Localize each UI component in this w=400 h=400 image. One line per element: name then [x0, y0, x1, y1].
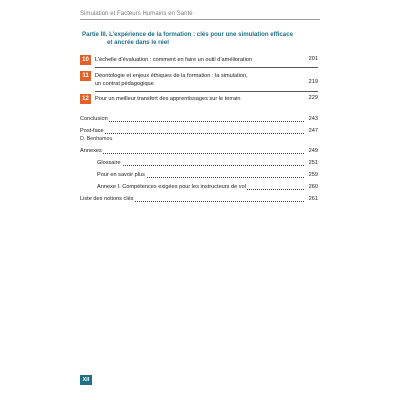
chapter-title [95, 72, 295, 88]
toc-row-savoir-plus[interactable] [80, 172, 318, 181]
toc-page: 259 [308, 172, 318, 178]
chapter-page: 229 [308, 95, 318, 101]
chapter-rule [95, 67, 318, 68]
toc-page: 243 [308, 116, 318, 122]
chapter-title-line1: L’échelle d’évaluation : comment en faire un outil d’amélioration [95, 57, 253, 63]
toc-label: Glossaire [97, 160, 121, 166]
leader-dots [80, 121, 304, 122]
chapter-title-line1: Déontologie et enjeux éthiques de la formation : la simulation, [95, 73, 248, 79]
toc-page: 260 [308, 184, 318, 190]
chapter-title-line2: un contrat pédagogique [95, 81, 154, 87]
chapter-page: 219 [308, 79, 318, 85]
part-title [82, 31, 297, 47]
chapter-title [95, 56, 295, 64]
leader-dots [80, 153, 304, 154]
chapter-rule [95, 91, 318, 92]
header-divider [80, 19, 320, 20]
toc-row-postface[interactable] [80, 128, 318, 137]
postface-author: D. Benhamou [80, 136, 113, 142]
chapter-title-line1: Pour un meilleur transfert des apprentissages sur le terrain [95, 96, 241, 102]
chapter-entry-12[interactable] [80, 94, 318, 108]
toc-page: 261 [308, 196, 318, 202]
toc-page: 251 [308, 160, 318, 166]
toc-label: Annexes [80, 148, 102, 154]
toc-label: Conclusion [80, 116, 108, 122]
toc-row-annexe-1[interactable] [80, 184, 318, 193]
toc-row-annexes[interactable] [80, 148, 318, 157]
running-header: Simulation et Facteurs Humains en Santé [80, 11, 193, 17]
chapter-entry-10[interactable] [80, 55, 318, 69]
chapter-number-badge: 11 [80, 71, 91, 81]
leader-dots [80, 133, 304, 134]
page-number-badge: XII [80, 375, 92, 385]
toc-row-glossaire[interactable] [80, 160, 318, 169]
chapter-page: 201 [308, 56, 318, 62]
toc-row-notions[interactable] [80, 196, 318, 205]
toc-label: Liste des notions clés [80, 196, 134, 202]
toc-page: 249 [308, 148, 318, 154]
part-title-line1: Partie III. L’expérience de la formation : clés pour une simulation efficace [82, 31, 293, 38]
toc-page: 247 [308, 128, 318, 134]
toc-label: Pour en savoir plus [97, 172, 145, 178]
chapter-number-badge: 12 [80, 94, 91, 104]
toc-row-conclusion[interactable] [80, 116, 318, 125]
leader-dots [97, 165, 304, 166]
toc-label: Post-face [80, 128, 104, 134]
chapter-entry-11[interactable] [80, 71, 318, 91]
chapter-title [95, 95, 295, 103]
toc-label: Annexe I. Compétences exigées pour les instructeurs de vol [97, 184, 246, 190]
chapter-number-badge: 10 [80, 55, 91, 65]
part-title-line2: et ancrée dans le réel [107, 39, 169, 46]
